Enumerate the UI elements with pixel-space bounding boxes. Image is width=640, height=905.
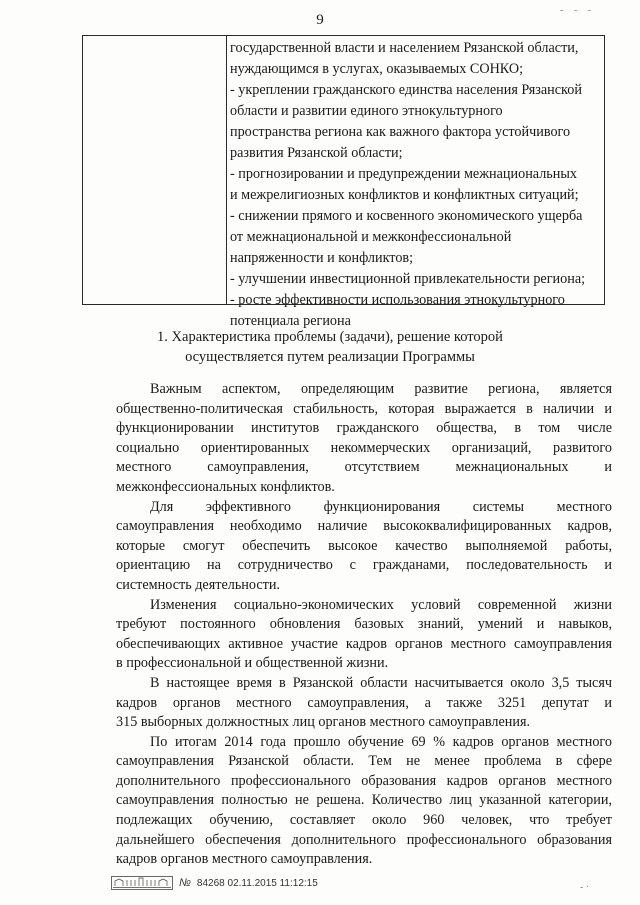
paragraph-line: функционировании институтов гражданского общества, в том числе — [116, 420, 612, 437]
table-line: - снижении прямого и косвенного экономического ущерба — [230, 208, 583, 224]
paragraph-line: Изменения социально-экономических условий современной жизни — [150, 596, 612, 613]
paragraph-line: требуют постоянного обновления базовых знаний, умений и навыков, — [116, 616, 612, 633]
section-heading-line: 1. Характеристика проблемы (задачи), решение которой — [157, 329, 503, 345]
paragraph-line: самоуправления полностью не решена. Количество лиц указанной категории, — [116, 792, 612, 809]
paragraph-line: дальнейшего обеспечения дополнительного профессионального образования — [116, 831, 612, 848]
body-text — [116, 380, 612, 870]
table-line: пространства региона как важного фактора устойчивого — [230, 124, 571, 140]
paragraph-line: общественно-политическая стабильность, которая выражается в наличии и — [116, 400, 612, 417]
paragraph-line: обеспечивающих активное участие кадров органов местного самоуправления — [116, 635, 612, 652]
table-fragment — [82, 35, 605, 329]
paragraph-line: дополнительного профессионального образования кадров органов местного — [116, 772, 612, 789]
paragraph-line: кадров органов местного самоуправления. — [116, 851, 373, 868]
paragraph-line: 315 выборных должностных лиц органов местного самоуправления. — [116, 714, 531, 731]
document-footer — [111, 876, 318, 890]
page-number: 9 — [316, 12, 324, 28]
table-line: - прогнозировании и предупреждении межнациональных — [230, 166, 577, 182]
table-line: от межнациональной и межконфессиональной — [230, 229, 512, 245]
paragraph-line: самоуправления необходимо наличие высококвалифицированных кадров, — [116, 518, 612, 535]
section-heading — [60, 327, 600, 367]
registry-number: 84268 02.11.2015 11:12:15 — [196, 877, 318, 889]
paragraph-line: местного самоуправления, отсутствием межнациональных и — [116, 459, 612, 476]
table-line: - укреплении гражданского единства населения Рязанской — [230, 82, 582, 98]
paragraph-line: которые смогут обеспечить высокое качество выполняемой работы, — [116, 537, 612, 554]
paragraph-line: самоуправления Рязанской области. Тем не менее проблема в сфере — [116, 753, 612, 770]
table-line: и межрелигиозных конфликтов и конфликтных ситуаций; — [230, 187, 579, 203]
registry-number-symbol: № — [179, 877, 191, 889]
table-line: области и развитии единого этнокультурного — [230, 103, 503, 119]
paragraph-line: Для эффективного функционирования системы местного — [150, 498, 612, 515]
table-line: государственной власти и населением Рязанской области, — [230, 40, 579, 56]
paragraph-line: межконфессиональных конфликтов. — [116, 478, 335, 495]
paragraph-line: подлежащих обучению, составляет около 960 человек, что требует — [116, 812, 612, 829]
table-line: - улучшении инвестиционной привлекательности региона; — [230, 271, 586, 287]
section-heading-line: осуществляется путем реализации Программы — [185, 349, 475, 365]
table-line: развития Рязанской области; — [230, 145, 403, 161]
paragraph-line: в профессиональной и общественной жизни. — [116, 655, 389, 672]
paragraph-line: кадров органов местного самоуправления, а также 3251 депутат и — [116, 694, 612, 711]
table-line: нуждающимся в услугах, оказываемых СОНКО; — [230, 61, 524, 77]
table-line: - росте эффективности использования этнокультурного — [230, 292, 565, 308]
table-cell-text — [230, 38, 600, 332]
paragraph-line: социально ориентированных некоммерческих организаций, развитого — [116, 439, 612, 456]
table-column-divider — [226, 36, 227, 304]
paragraph-line: системность деятельности. — [116, 576, 280, 593]
paragraph-line: ориентацию на сотрудничество с гражданами, последовательность и — [116, 557, 612, 574]
scan-mark: - - - — [560, 5, 595, 16]
table-line: напряженности и конфликтов; — [230, 250, 414, 266]
paragraph-line: В настоящее время в Рязанской области насчитывается около 3,5 тысяч — [150, 674, 612, 691]
scan-mark: - · — [580, 882, 590, 893]
paragraph-line: Важным аспектом, определяющим развитие региона, является — [150, 381, 612, 397]
registry-stamp-icon — [111, 876, 173, 890]
table-line: потенциала региона — [230, 313, 351, 329]
paragraph-line: По итогам 2014 года прошло обучение 69 % кадров органов местного — [150, 733, 612, 750]
